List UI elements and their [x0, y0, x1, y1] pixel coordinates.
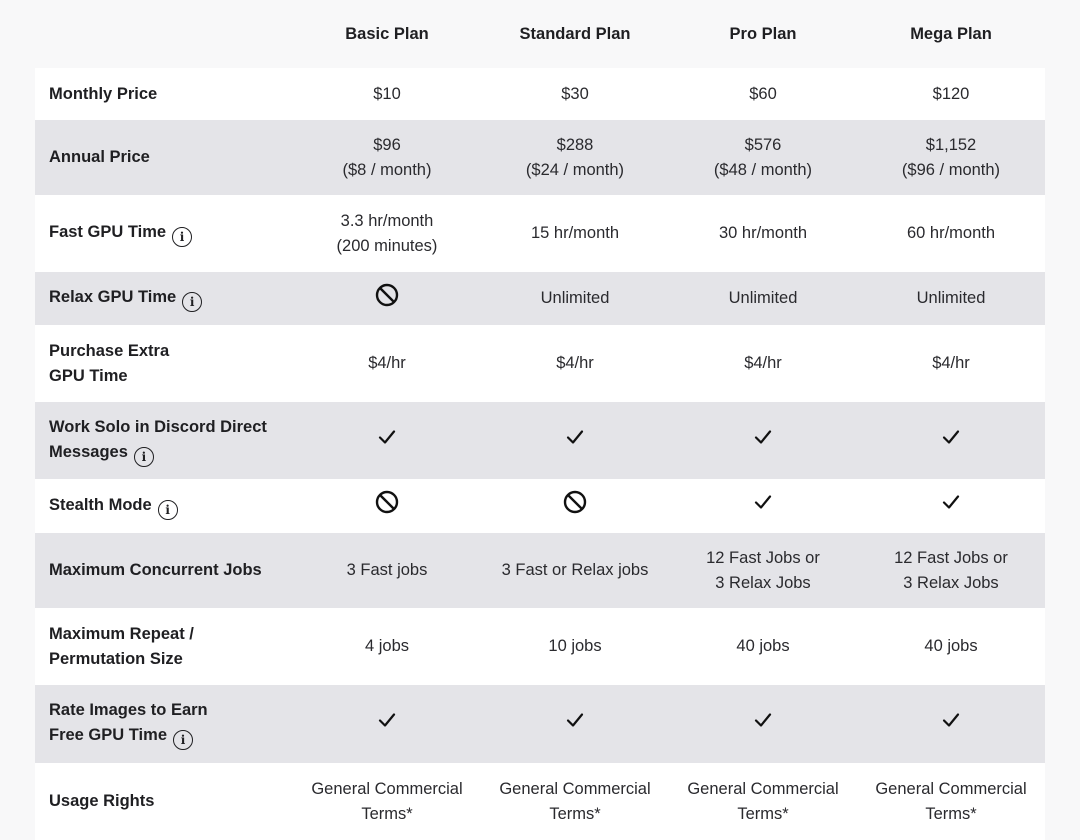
plan-cell-mega	[857, 685, 1045, 763]
plan-cell-pro	[669, 120, 857, 195]
plan-cell-value: $288 ($24 / month)	[525, 135, 625, 179]
info-circle-icon[interactable]: i	[134, 447, 154, 467]
plan-cell-basic	[293, 325, 481, 402]
plan-cell-value: Unlimited	[540, 289, 610, 307]
plan-cell-basic	[293, 272, 481, 325]
feature-row	[35, 402, 1045, 479]
checkmark-icon	[941, 427, 961, 455]
plan-cell-standard	[481, 195, 669, 272]
checkmark-icon	[941, 492, 961, 520]
plan-cell-pro	[669, 272, 857, 325]
prohibited-icon	[563, 490, 587, 522]
feature-row	[35, 685, 1045, 763]
feature-label-text: Fast GPU Time	[49, 223, 167, 241]
info-circle-icon[interactable]: i	[158, 500, 178, 520]
plan-comparison-table	[35, 0, 1045, 840]
plan-cell-basic	[293, 195, 481, 272]
plan-cell-value: 12 Fast Jobs or 3 Relax Jobs	[706, 548, 820, 592]
info-circle-icon[interactable]: i	[172, 227, 192, 247]
plan-cell-mega	[857, 533, 1045, 608]
plan-cell-value: $4/hr	[932, 354, 970, 372]
feature-row	[35, 120, 1045, 195]
feature-row	[35, 608, 1045, 685]
feature-label	[35, 685, 293, 763]
plan-header-standard: Standard Plan	[519, 24, 631, 43]
plan-cell-standard	[481, 68, 669, 120]
plan-cell-value: $10	[373, 84, 401, 103]
feature-label-text: Annual Price	[49, 148, 150, 166]
prohibited-icon	[375, 283, 399, 315]
plan-cell-value: 60 hr/month	[906, 224, 996, 242]
feature-rows	[35, 68, 1045, 840]
checkmark-icon	[753, 427, 773, 455]
plan-cell-mega	[857, 479, 1045, 533]
info-circle-icon[interactable]: i	[182, 292, 202, 312]
plan-cell-pro	[669, 402, 857, 479]
checkmark-icon	[377, 427, 397, 455]
feature-label-text: Usage Rights	[49, 792, 155, 810]
plan-cell-pro	[669, 195, 857, 272]
plan-cell-value: General Commercial Terms*	[687, 779, 839, 823]
plan-cell-standard	[481, 763, 669, 840]
plan-header-row	[35, 0, 1045, 68]
plan-cell-mega	[857, 763, 1045, 840]
feature-label	[35, 272, 293, 325]
plan-cell-value: $4/hr	[744, 354, 782, 372]
plan-cell-value: 40 jobs	[924, 637, 978, 655]
checkmark-icon	[753, 710, 773, 738]
feature-label-text: Work Solo in Discord Direct Messages	[49, 417, 267, 461]
plan-cell-standard	[481, 608, 669, 685]
plan-cell-value: 3 Fast jobs	[346, 561, 428, 579]
plan-cell-standard	[481, 325, 669, 402]
plan-cell-mega	[857, 68, 1045, 120]
feature-row	[35, 325, 1045, 402]
plan-cell-value: $96 ($8 / month)	[342, 135, 432, 179]
plan-cell-value: 3 Fast or Relax jobs	[501, 561, 649, 579]
plan-cell-standard	[481, 272, 669, 325]
plan-cell-pro	[669, 479, 857, 533]
checkmark-icon	[565, 427, 585, 455]
plan-cell-value: Unlimited	[728, 289, 798, 307]
plan-cell-mega	[857, 325, 1045, 402]
header-blank-cell	[35, 0, 293, 68]
checkmark-icon	[941, 710, 961, 738]
feature-label	[35, 195, 293, 272]
plan-cell-mega	[857, 402, 1045, 479]
plan-header-mega: Mega Plan	[910, 24, 992, 43]
plan-cell-basic	[293, 608, 481, 685]
plan-cell-standard	[481, 479, 669, 533]
plan-comparison	[35, 0, 1045, 840]
plan-cell-basic	[293, 120, 481, 195]
plan-cell-pro	[669, 533, 857, 608]
feature-row	[35, 479, 1045, 533]
feature-label-text: Monthly Price	[49, 84, 158, 103]
feature-label	[35, 325, 293, 402]
plan-cell-pro	[669, 325, 857, 402]
plan-cell-value: Unlimited	[916, 289, 986, 307]
plan-cell-value: $120	[932, 84, 970, 103]
feature-label	[35, 68, 293, 120]
plan-cell-mega	[857, 608, 1045, 685]
plan-cell-value: 30 hr/month	[718, 224, 808, 242]
plan-cell-value: 3.3 hr/month (200 minutes)	[336, 211, 438, 255]
plan-cell-value: General Commercial Terms*	[311, 779, 463, 823]
plan-cell-mega	[857, 272, 1045, 325]
plan-cell-pro	[669, 685, 857, 763]
plan-cell-value: 12 Fast Jobs or 3 Relax Jobs	[894, 548, 1008, 592]
prohibited-icon	[375, 490, 399, 522]
plan-cell-standard	[481, 402, 669, 479]
plan-cell-pro	[669, 608, 857, 685]
feature-label-text: Maximum Repeat / Permutation Size	[49, 624, 194, 668]
plan-cell-basic	[293, 685, 481, 763]
checkmark-icon	[377, 710, 397, 738]
plan-cell-mega	[857, 120, 1045, 195]
plan-cell-value: 15 hr/month	[530, 224, 620, 242]
plan-cell-basic	[293, 533, 481, 608]
feature-row	[35, 272, 1045, 325]
plan-cell-standard	[481, 533, 669, 608]
feature-label-text: Maximum Concurrent Jobs	[49, 561, 262, 579]
feature-row	[35, 195, 1045, 272]
feature-label-text: Rate Images to Earn Free GPU Time	[49, 701, 208, 744]
feature-row	[35, 68, 1045, 120]
plan-cell-basic	[293, 763, 481, 840]
plan-cell-value: General Commercial Terms*	[499, 779, 651, 823]
checkmark-icon	[565, 710, 585, 738]
feature-label	[35, 533, 293, 608]
plan-cell-value: $1,152 ($96 / month)	[901, 135, 1001, 179]
feature-label-text: Relax GPU Time	[49, 288, 177, 306]
plan-cell-basic	[293, 479, 481, 533]
feature-row	[35, 533, 1045, 608]
plan-cell-value: $30	[561, 84, 589, 103]
plan-cell-value: 4 jobs	[364, 637, 410, 655]
feature-row	[35, 763, 1045, 840]
info-circle-icon[interactable]: i	[173, 730, 193, 750]
checkmark-icon	[753, 492, 773, 520]
feature-label	[35, 608, 293, 685]
plan-cell-mega	[857, 195, 1045, 272]
plan-cell-value: 40 jobs	[736, 637, 790, 655]
feature-label	[35, 763, 293, 840]
feature-label-text: Purchase Extra GPU Time	[49, 341, 170, 385]
feature-label	[35, 402, 293, 479]
plan-header-basic: Basic Plan	[345, 24, 429, 43]
plan-cell-value: $60	[749, 84, 777, 103]
plan-cell-standard	[481, 120, 669, 195]
plan-cell-pro	[669, 763, 857, 840]
plan-cell-basic	[293, 402, 481, 479]
plan-header-pro: Pro Plan	[729, 24, 797, 43]
plan-cell-standard	[481, 685, 669, 763]
plan-cell-basic	[293, 68, 481, 120]
plan-cell-value: 10 jobs	[548, 637, 602, 655]
plan-cell-value: $576 ($48 / month)	[713, 135, 813, 179]
feature-label-text: Stealth Mode	[49, 495, 152, 514]
feature-label	[35, 479, 293, 533]
plan-cell-value: $4/hr	[368, 354, 406, 372]
plan-cell-value: $4/hr	[556, 354, 594, 372]
feature-label	[35, 120, 293, 195]
plan-cell-pro	[669, 68, 857, 120]
plan-cell-value: General Commercial Terms*	[875, 779, 1027, 823]
